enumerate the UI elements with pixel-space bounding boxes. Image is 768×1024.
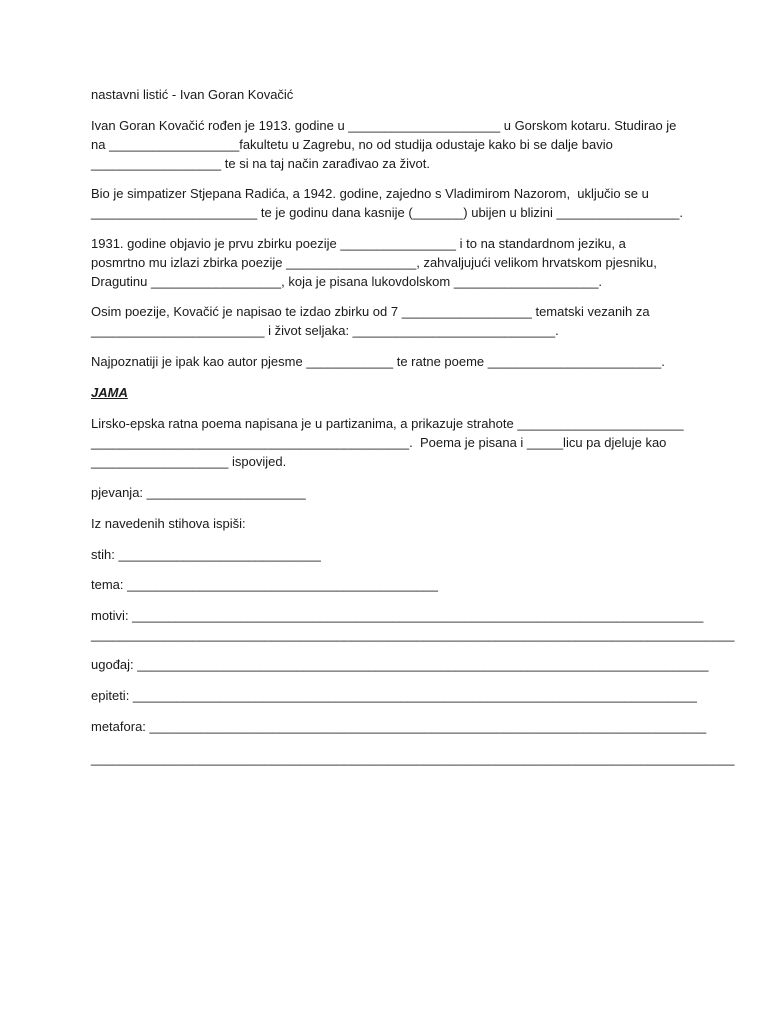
paragraph-3-line-2: posmrtno mu izlazi zbirka poezije __________________, zahvaljujući velikom hrvatskom pjesniku, xyxy=(91,255,657,270)
paragraph-1-line-3: __________________ te si na taj način zarađivao za život. xyxy=(91,156,430,171)
instruction-text: Iz navedenih stihova ispiši: xyxy=(91,516,246,531)
paragraph-3-line-3: Dragutinu __________________, koja je pisana lukovdolskom ____________________. xyxy=(91,274,603,289)
metafora-field-line-2: _________________________________________________________________________________________ xyxy=(91,751,735,766)
motivi-field-line-1: motivi: _______________________________________________________________________________ xyxy=(91,608,704,623)
metafora-field-line-1: metafora: _____________________________________________________________________________ xyxy=(91,719,707,734)
stih-field: stih: ____________________________ xyxy=(91,547,321,562)
paragraph-5: Najpoznatiji je ipak kao autor pjesme ____________ te ratne poeme ________________________. xyxy=(91,354,665,369)
tema-field: tema: ___________________________________________ xyxy=(91,577,439,592)
paragraph-3-line-1: 1931. godine objavio je prvu zbirku poezije ________________ i to na standardnom jeziku, a xyxy=(91,236,626,251)
paragraph-2-line-2: _______________________ te je godinu dana kasnije (_______) ubijen u blizini _________________. xyxy=(91,205,684,220)
paragraph-4-line-1: Osim poezije, Kovačić je napisao te izdao zbirku od 7 __________________ tematski vezanih za xyxy=(91,304,650,319)
paragraph-6-line-3: ___________________ ispovijed. xyxy=(91,454,287,469)
paragraph-1-line-2: na __________________fakultetu u Zagrebu, no od studija odustaje kako bi se dalje bavio xyxy=(91,137,613,152)
epiteti-field: epiteti: ______________________________________________________________________________ xyxy=(91,688,697,703)
paragraph-1-line-1: Ivan Goran Kovačić rođen je 1913. godine u _____________________ u Gorskom kotaru. Studirao je xyxy=(91,118,677,133)
section-heading-jama: JAMA xyxy=(91,385,128,400)
paragraph-2-line-1: Bio je simpatizer Stjepana Radića, a 1942. godine, zajedno s Vladimirom Nazorom, uključio se u xyxy=(91,186,649,201)
paragraph-6-line-2: ____________________________________________. Poema je pisana i _____licu pa djeluje kao xyxy=(91,435,667,450)
pjevanja-field: pjevanja: ______________________ xyxy=(91,485,306,500)
ugodaj-field: ugođaj: _______________________________________________________________________________ xyxy=(91,657,709,672)
worksheet-title: nastavni listić - Ivan Goran Kovačić xyxy=(91,87,294,102)
motivi-field-line-2: _________________________________________________________________________________________ xyxy=(91,627,735,642)
paragraph-4-line-2: ________________________ i život seljaka: ____________________________. xyxy=(91,323,559,338)
paragraph-6-line-1: Lirsko-epska ratna poema napisana je u partizanima, a prikazuje strahote _______________________ xyxy=(91,416,684,431)
